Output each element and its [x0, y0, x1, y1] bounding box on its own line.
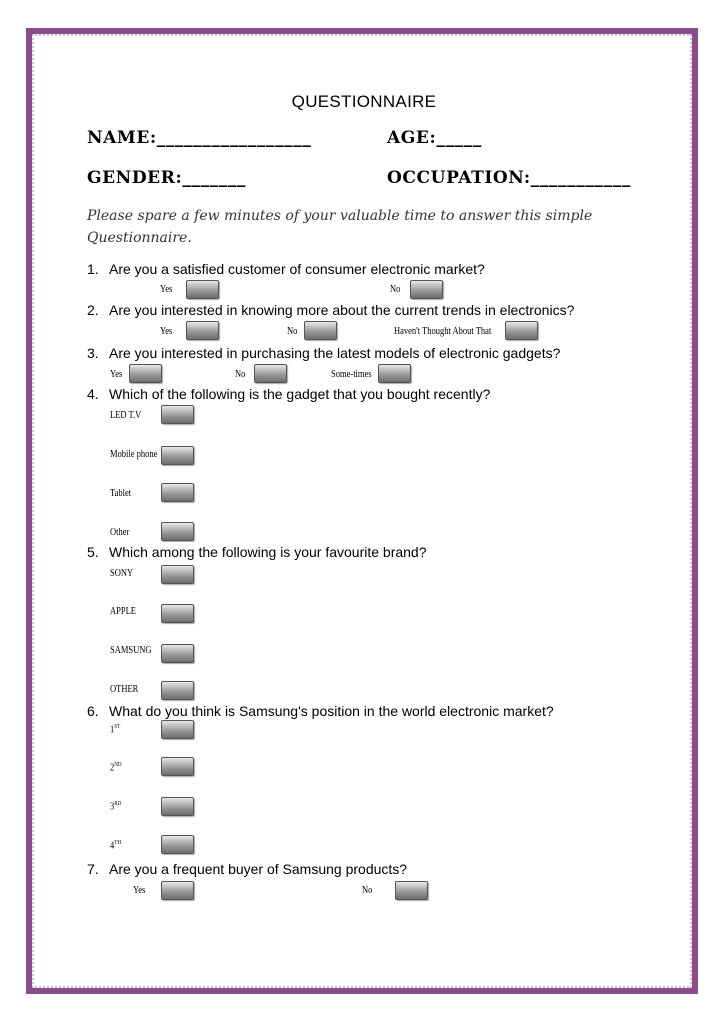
- q2-no-checkbox[interactable]: [304, 321, 337, 340]
- q6-option-4th: 4TH: [110, 840, 122, 852]
- q6-3rd-checkbox[interactable]: [161, 797, 194, 816]
- name-field[interactable]: NAME:_________________: [87, 128, 312, 148]
- question-2: 2. Are you interested in knowing more about the current trends in electronics?: [87, 302, 575, 318]
- occupation-field[interactable]: OCCUPATION:___________: [387, 168, 631, 188]
- q3-option-no: No: [235, 369, 246, 380]
- q1-option-no: No: [390, 284, 401, 295]
- q1-yes-checkbox[interactable]: [186, 280, 219, 299]
- q4-option-other: Other: [110, 527, 130, 538]
- q3-no-checkbox[interactable]: [254, 364, 287, 383]
- page-title: QUESTIONNAIRE: [291, 92, 437, 111]
- question-3: 3. Are you interested in purchasing the latest models of electronic gadgets?: [87, 345, 561, 361]
- q5-option-sony: SONY: [110, 568, 134, 579]
- q5-apple-checkbox[interactable]: [161, 604, 194, 623]
- age-field[interactable]: AGE:_____: [387, 128, 482, 148]
- q2-yes-checkbox[interactable]: [186, 321, 219, 340]
- q5-option-samsung: SAMSUNG: [110, 645, 152, 656]
- q2-option-no: No: [287, 326, 298, 337]
- q3-sometimes-checkbox[interactable]: [378, 364, 411, 383]
- q3-yes-checkbox[interactable]: [129, 364, 162, 383]
- q5-option-apple: APPLE: [110, 606, 136, 617]
- question-1: 1. Are you a satisfied customer of consumer electronic market?: [87, 261, 485, 277]
- q7-no-checkbox[interactable]: [395, 881, 428, 900]
- q5-samsung-checkbox[interactable]: [161, 644, 194, 663]
- q5-option-other: OTHER: [110, 684, 139, 695]
- q4-mobile-phone-checkbox[interactable]: [161, 446, 194, 465]
- q7-option-no: No: [362, 885, 373, 896]
- question-6: 6. What do you think is Samsung's position in the world electronic market?: [87, 703, 554, 719]
- question-5: 5. Which among the following is your favourite brand?: [87, 544, 427, 560]
- q6-4th-checkbox[interactable]: [161, 835, 194, 854]
- q4-option-mobile-phone: Mobile phone: [110, 449, 158, 460]
- q5-other-checkbox[interactable]: [161, 681, 194, 700]
- q4-led-tv-checkbox[interactable]: [161, 405, 194, 424]
- q6-option-3rd: 3RD: [110, 801, 122, 813]
- q5-sony-checkbox[interactable]: [161, 565, 194, 584]
- q1-no-checkbox[interactable]: [410, 280, 443, 299]
- question-7: 7. Are you a frequent buyer of Samsung products?: [87, 861, 408, 877]
- q3-option-sometimes: Some-times: [331, 369, 372, 380]
- q1-option-yes: Yes: [160, 284, 173, 295]
- q7-option-yes: Yes: [133, 885, 146, 896]
- q3-option-yes: Yes: [110, 369, 123, 380]
- q4-other-checkbox[interactable]: [161, 522, 194, 541]
- q6-option-1st: 1ST: [110, 724, 121, 736]
- q2-option-yes: Yes: [160, 326, 173, 337]
- q6-2nd-checkbox[interactable]: [161, 757, 194, 776]
- q2-option-havent-thought: Haven't Thought About That: [394, 326, 492, 337]
- gender-field[interactable]: GENDER:_______: [87, 168, 247, 188]
- q4-option-tablet: Tablet: [110, 488, 132, 499]
- q6-option-2nd: 2ND: [110, 762, 122, 774]
- question-4: 4. Which of the following is the gadget that you bought recently?: [87, 386, 491, 402]
- q6-1st-checkbox[interactable]: [161, 720, 194, 739]
- intro-text: Please spare a few minutes of your valuable time to answer this simple Questionnaire.: [87, 208, 593, 246]
- q4-option-led-tv: LED T.V: [110, 410, 142, 421]
- q2-havent-thought-checkbox[interactable]: [505, 321, 538, 340]
- q7-yes-checkbox[interactable]: [161, 881, 194, 900]
- q4-tablet-checkbox[interactable]: [161, 483, 194, 502]
